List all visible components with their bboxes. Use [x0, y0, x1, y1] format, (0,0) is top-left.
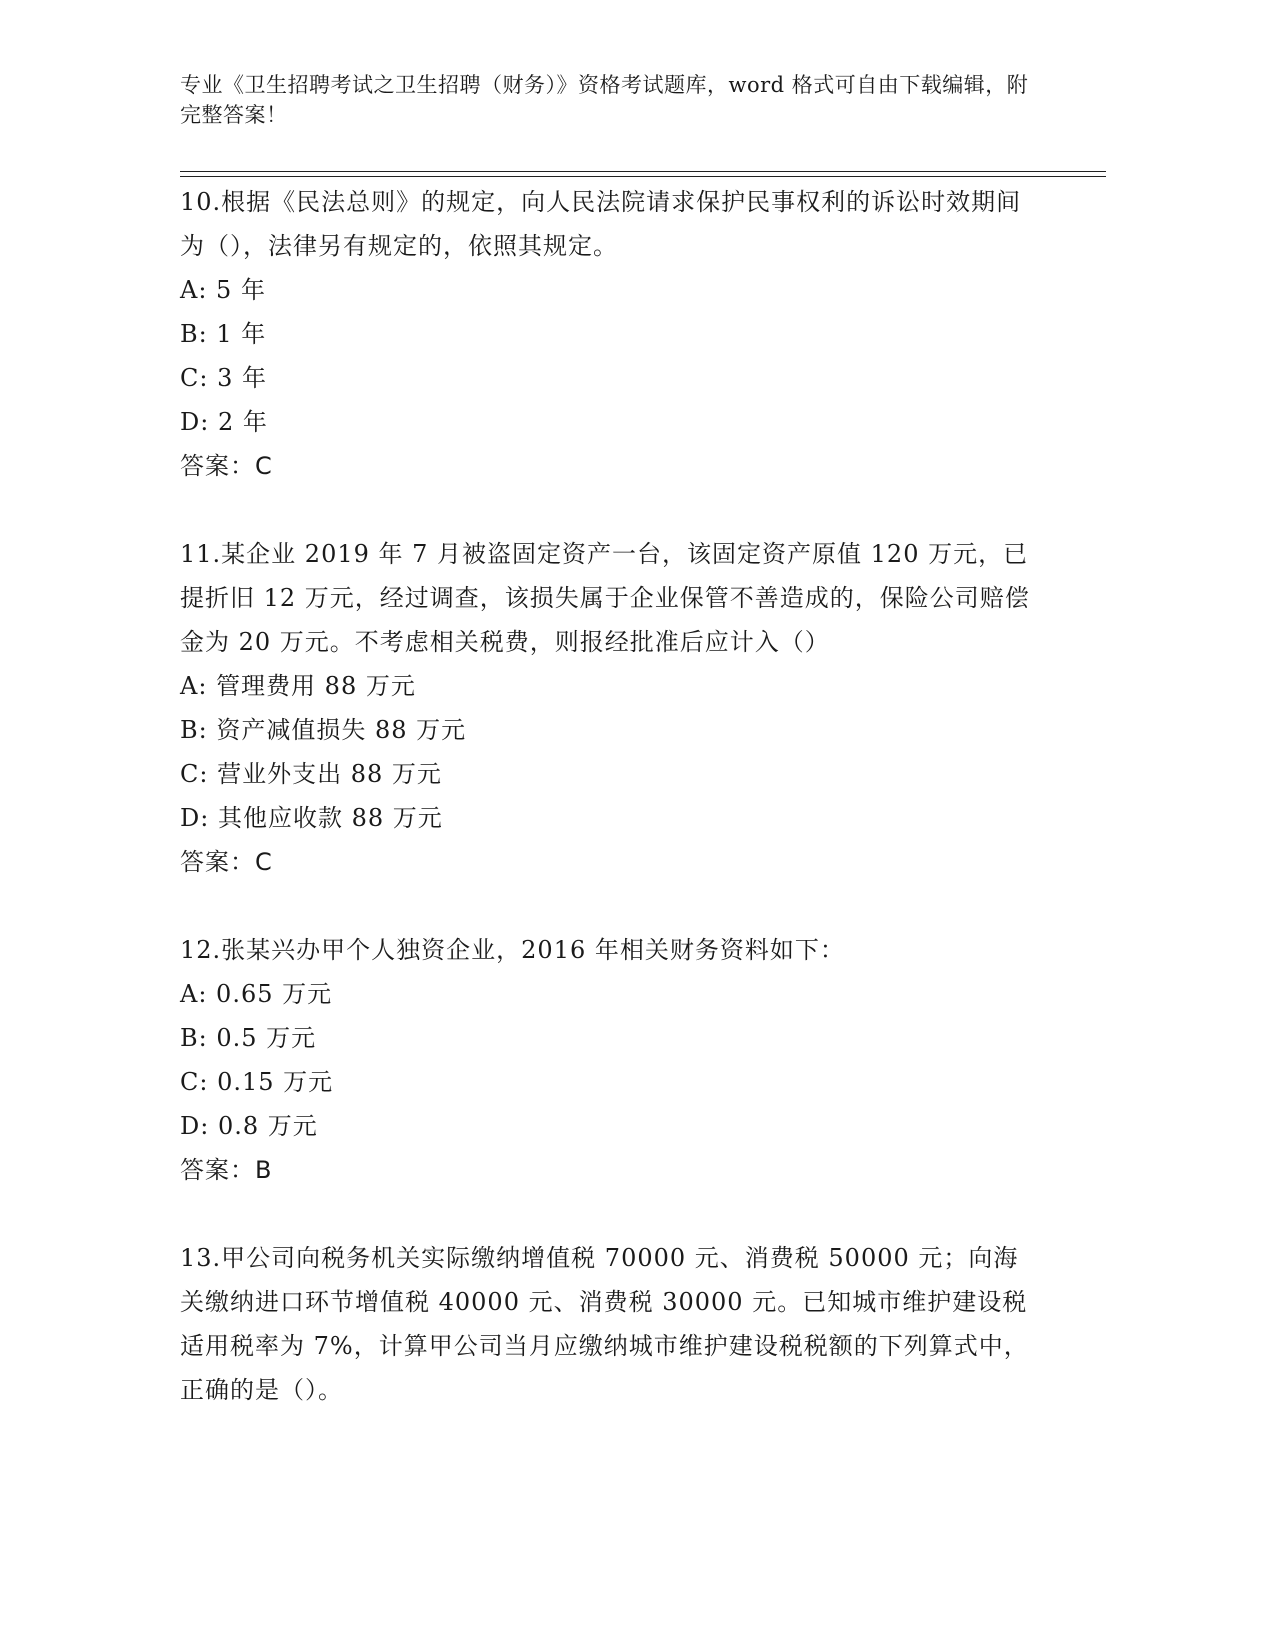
question-spacer [180, 488, 1040, 532]
option-a: A: 管理费用 88 万元 [180, 672, 416, 700]
question-11 [180, 532, 1040, 884]
option-a: A: 5 年 [180, 276, 266, 304]
option-b: B: 0.5 万元 [180, 1024, 317, 1052]
answer-line: 答案：C [180, 848, 273, 876]
option-d: D: 0.8 万元 [180, 1112, 318, 1140]
question-text: 10.根据《民法总则》的规定，向人民法院请求保护民事权利的诉讼时效期间为（），法律另有规定的，依照其规定。 [180, 188, 1022, 260]
question-text: 11.某企业 2019 年 7 月被盗固定资产一台，该固定资产原值 120 万元，已提折旧 12 万元，经过调查，该损失属于企业保管不善造成的，保险公司赔偿金为 20 万元。不考虑相关税费，则报经批准后应计入（） [180, 540, 1030, 656]
question-text: 12.张某兴办甲个人独资企业，2016 年相关财务资料如下： [180, 936, 845, 964]
option-a: A: 0.65 万元 [180, 980, 333, 1008]
option-c: C: 营业外支出 88 万元 [180, 760, 442, 788]
header-divider-bottom [180, 176, 1106, 177]
header-divider-top [180, 171, 1106, 172]
option-c: C: 0.15 万元 [180, 1068, 334, 1096]
question-spacer [180, 1192, 1040, 1236]
question-13 [180, 1236, 1040, 1412]
question-12 [180, 928, 1040, 1192]
question-10 [180, 180, 1040, 488]
option-c: C: 3 年 [180, 364, 267, 392]
document-header: 专业《卫生招聘考试之卫生招聘（财务）》资格考试题库，word 格式可自由下载编辑，附完整答案！ [180, 73, 1029, 127]
option-b: B: 1 年 [180, 320, 267, 348]
question-spacer [180, 884, 1040, 928]
answer-line: 答案：B [180, 1156, 273, 1184]
question-text: 13.甲公司向税务机关实际缴纳增值税 70000 元、消费税 50000 元；向海关缴纳进口环节增值税 40000 元、消费税 30000 元。已知城市维护建设税适用税率为 7%，计算甲公司当月应缴纳城市维护建设税税额的下列算式中，正确的是（）。 [180, 1244, 1029, 1404]
option-d: D: 其他应收款 88 万元 [180, 804, 443, 832]
option-b: B: 资产减值损失 88 万元 [180, 716, 467, 744]
question-list [180, 180, 1040, 1412]
option-d: D: 2 年 [180, 408, 268, 436]
answer-line: 答案：C [180, 452, 273, 480]
